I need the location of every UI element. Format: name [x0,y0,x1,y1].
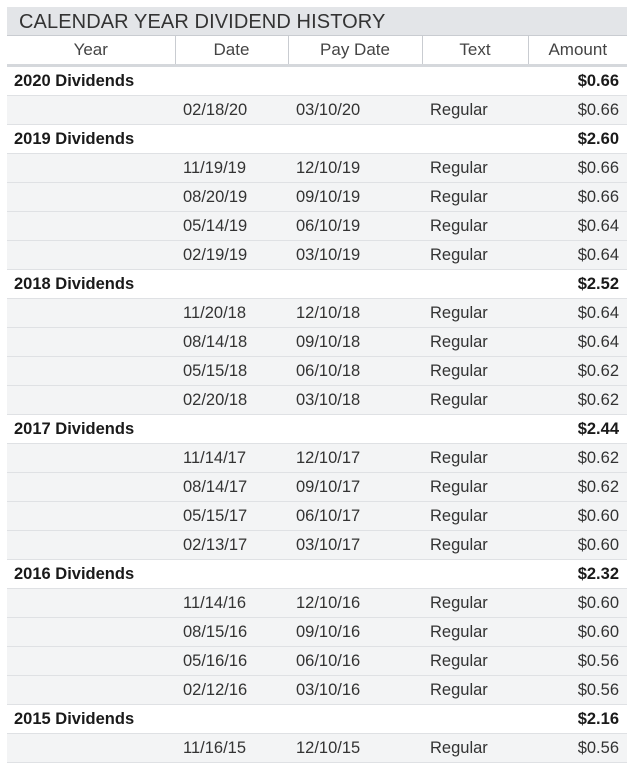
ex-date-cell: 02/20/18 [175,386,288,415]
year-group-row [7,66,627,96]
ex-date-cell: 11/14/17 [175,444,288,473]
dividend-row [7,96,627,125]
pay-date-cell: 09/10/16 [288,618,422,647]
dividend-type-cell: Regular [422,589,528,618]
amount-cell: $0.64 [528,241,627,270]
amount-cell: $0.66 [528,96,627,125]
pay-date-cell: 03/10/20 [288,96,422,125]
dividend-row [7,531,627,560]
dividend-row [7,734,627,763]
ex-date-cell: 08/14/18 [175,328,288,357]
dividend-row [7,473,627,502]
amount-cell: $0.64 [528,328,627,357]
year-cell-empty [7,734,175,763]
dividend-type-cell: Regular [422,241,528,270]
column-header-text: Text [422,36,528,66]
dividend-row [7,241,627,270]
year-cell-empty [7,299,175,328]
dividend-type-cell: Regular [422,502,528,531]
ex-date-cell: 05/14/19 [175,212,288,241]
dividend-row [7,299,627,328]
dividend-type-cell: Regular [422,734,528,763]
year-group-row [7,125,627,154]
pay-date-cell: 12/10/15 [288,734,422,763]
dividend-row [7,386,627,415]
pay-date-cell: 06/10/19 [288,212,422,241]
dividend-row [7,444,627,473]
amount-cell: $0.62 [528,386,627,415]
pay-date-cell: 12/10/16 [288,589,422,618]
dividend-type-cell: Regular [422,618,528,647]
year-cell-empty [7,502,175,531]
dividend-type-cell: Regular [422,299,528,328]
ex-date-cell: 08/20/19 [175,183,288,212]
amount-cell: $0.66 [528,154,627,183]
dividend-row [7,676,627,705]
dividend-type-cell: Regular [422,647,528,676]
year-group-row [7,415,627,444]
ex-date-cell: 05/16/16 [175,647,288,676]
year-group-row [7,270,627,299]
dividend-type-cell: Regular [422,676,528,705]
dividend-type-cell: Regular [422,212,528,241]
year-group-row [7,560,627,589]
year-group-row [7,705,627,734]
dividend-row [7,647,627,676]
amount-cell: $0.60 [528,502,627,531]
year-cell-empty [7,676,175,705]
year-group-label: 2016 Dividends [7,560,528,589]
year-group-label: 2017 Dividends [7,415,528,444]
dividend-type-cell: Regular [422,154,528,183]
dividend-type-cell: Regular [422,473,528,502]
dividend-row [7,589,627,618]
amount-cell: $0.60 [528,618,627,647]
amount-cell: $0.56 [528,734,627,763]
dividend-history-panel [7,7,627,763]
year-group-total: $2.52 [528,270,627,299]
year-group-label: 2020 Dividends [7,66,528,96]
year-cell-empty [7,212,175,241]
year-cell-empty [7,618,175,647]
ex-date-cell: 11/16/15 [175,734,288,763]
dividend-table [7,36,627,763]
dividend-type-cell: Regular [422,357,528,386]
ex-date-cell: 11/14/16 [175,589,288,618]
year-cell-empty [7,183,175,212]
dividend-type-cell: Regular [422,96,528,125]
ex-date-cell: 02/12/16 [175,676,288,705]
year-cell-empty [7,531,175,560]
pay-date-cell: 03/10/17 [288,531,422,560]
pay-date-cell: 06/10/17 [288,502,422,531]
pay-date-cell: 06/10/18 [288,357,422,386]
year-cell-empty [7,241,175,270]
dividend-type-cell: Regular [422,183,528,212]
header-row [7,36,627,66]
year-cell-empty [7,328,175,357]
ex-date-cell: 05/15/17 [175,502,288,531]
table-body [7,66,627,763]
year-cell-empty [7,473,175,502]
dividend-row [7,328,627,357]
pay-date-cell: 03/10/19 [288,241,422,270]
amount-cell: $0.60 [528,589,627,618]
pay-date-cell: 12/10/17 [288,444,422,473]
ex-date-cell: 08/15/16 [175,618,288,647]
year-group-total: $2.16 [528,705,627,734]
dividend-type-cell: Regular [422,328,528,357]
dividend-row [7,502,627,531]
ex-date-cell: 02/19/19 [175,241,288,270]
ex-date-cell: 11/20/18 [175,299,288,328]
dividend-row [7,183,627,212]
column-header-year: Year [7,36,175,66]
column-header-pay-date: Pay Date [288,36,422,66]
year-group-label: 2019 Dividends [7,125,528,154]
pay-date-cell: 12/10/19 [288,154,422,183]
amount-cell: $0.64 [528,212,627,241]
amount-cell: $0.66 [528,183,627,212]
year-group-label: 2015 Dividends [7,705,528,734]
amount-cell: $0.56 [528,676,627,705]
amount-cell: $0.56 [528,647,627,676]
year-cell-empty [7,589,175,618]
pay-date-cell: 12/10/18 [288,299,422,328]
pay-date-cell: 06/10/16 [288,647,422,676]
pay-date-cell: 09/10/17 [288,473,422,502]
amount-cell: $0.62 [528,473,627,502]
panel-title: CALENDAR YEAR DIVIDEND HISTORY [7,7,627,36]
dividend-type-cell: Regular [422,444,528,473]
year-group-total: $2.60 [528,125,627,154]
year-group-total: $2.44 [528,415,627,444]
dividend-row [7,212,627,241]
year-cell-empty [7,444,175,473]
year-cell-empty [7,154,175,183]
table-header [7,36,627,66]
pay-date-cell: 09/10/18 [288,328,422,357]
year-cell-empty [7,647,175,676]
year-group-total: $0.66 [528,66,627,96]
column-header-amount: Amount [528,36,627,66]
ex-date-cell: 02/18/20 [175,96,288,125]
year-cell-empty [7,96,175,125]
pay-date-cell: 09/10/19 [288,183,422,212]
ex-date-cell: 08/14/17 [175,473,288,502]
dividend-type-cell: Regular [422,531,528,560]
year-group-total: $2.32 [528,560,627,589]
ex-date-cell: 05/15/18 [175,357,288,386]
column-header-date: Date [175,36,288,66]
dividend-row [7,357,627,386]
year-group-label: 2018 Dividends [7,270,528,299]
ex-date-cell: 02/13/17 [175,531,288,560]
amount-cell: $0.60 [528,531,627,560]
amount-cell: $0.62 [528,357,627,386]
dividend-row [7,618,627,647]
year-cell-empty [7,386,175,415]
dividend-type-cell: Regular [422,386,528,415]
pay-date-cell: 03/10/18 [288,386,422,415]
dividend-row [7,154,627,183]
amount-cell: $0.64 [528,299,627,328]
ex-date-cell: 11/19/19 [175,154,288,183]
amount-cell: $0.62 [528,444,627,473]
pay-date-cell: 03/10/16 [288,676,422,705]
year-cell-empty [7,357,175,386]
